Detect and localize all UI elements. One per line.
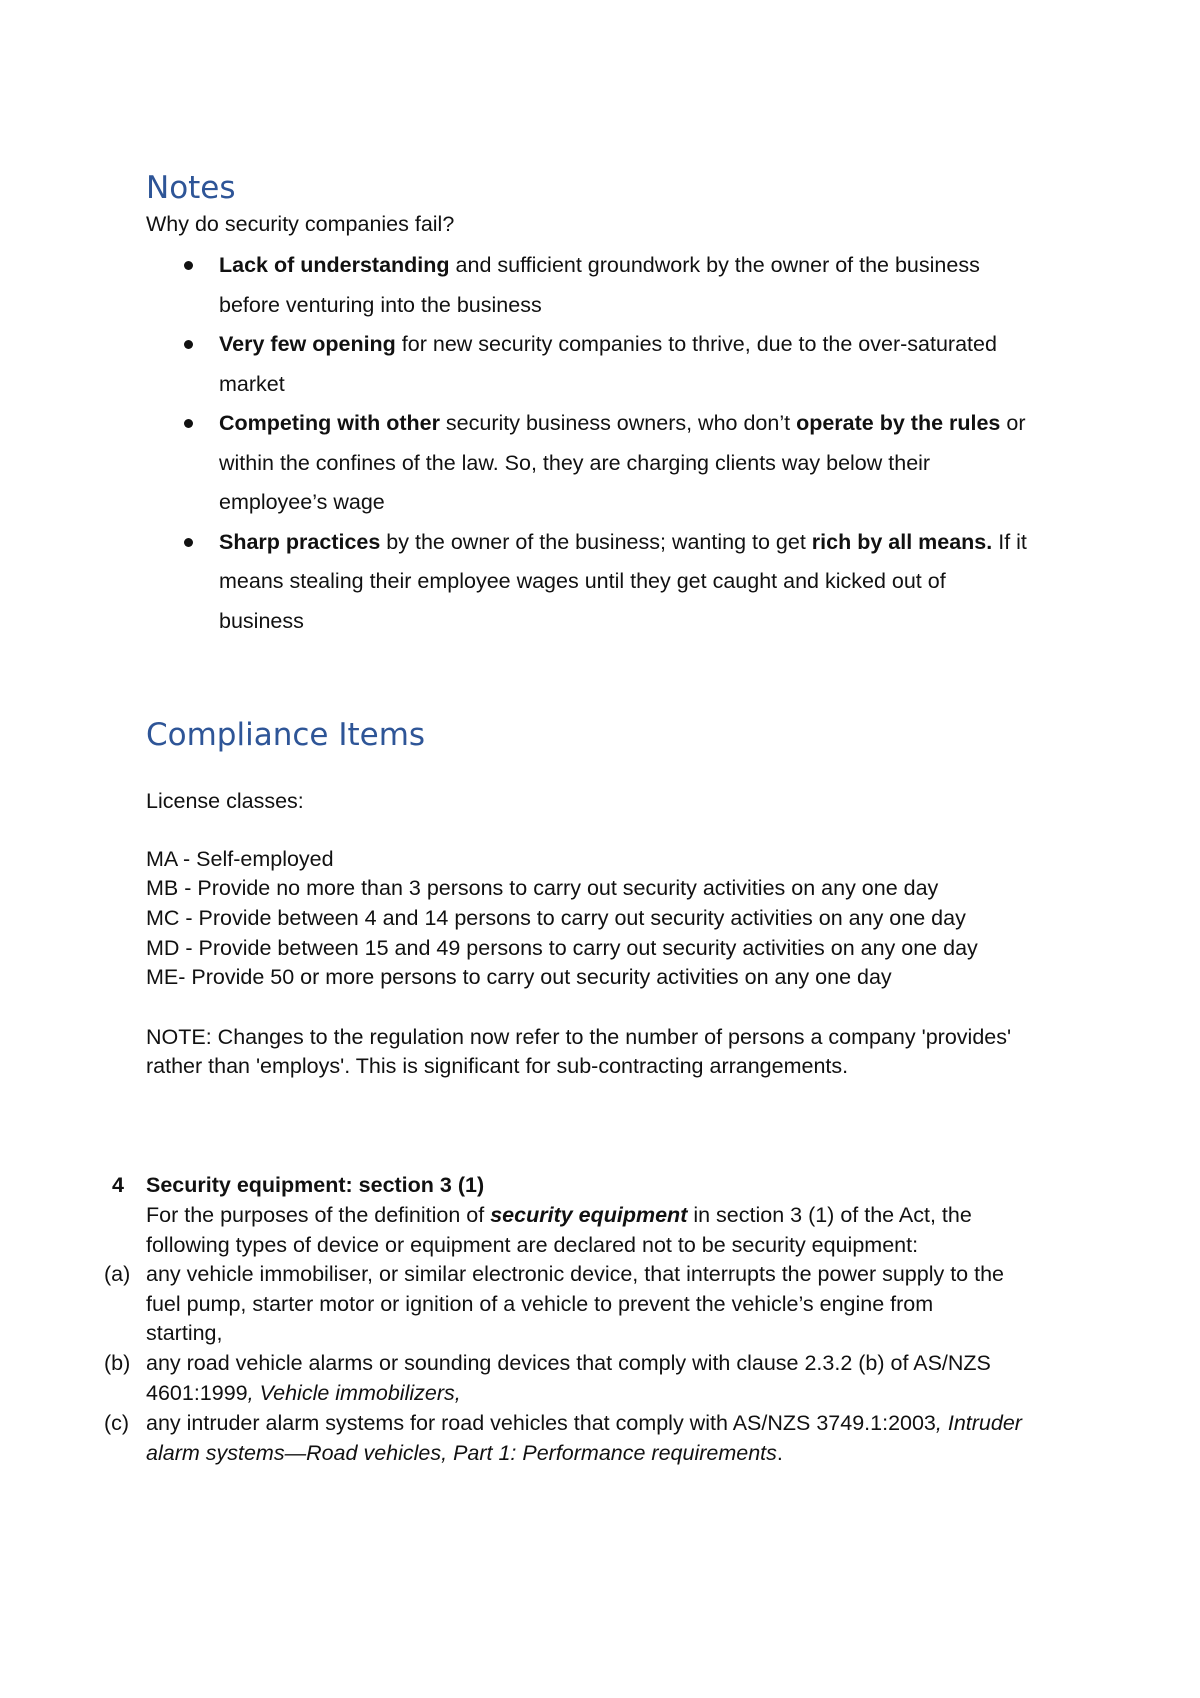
notes-question: Why do security companies fail? <box>146 212 455 236</box>
list-item <box>146 404 1076 523</box>
bullet-line: before venturing into the business <box>219 292 542 317</box>
compliance-heading: Compliance Items <box>146 717 426 753</box>
bullet-line <box>219 404 1076 444</box>
license-class-md: MD - Provide between 15 and 49 persons to carry out security activities on any one day <box>146 936 978 960</box>
bullet-line: means stealing their employee wages until they get caught and kicked out of <box>219 569 946 593</box>
text-run: If it <box>992 529 1027 554</box>
bullet-line <box>219 523 1076 563</box>
license-class-ma: MA - Self-employed <box>146 847 334 871</box>
item-label-b: (b) <box>104 1351 131 1375</box>
list-item <box>146 523 1076 642</box>
italic-title: , Vehicle immobilizers, <box>247 1380 461 1405</box>
regulation-note-line: NOTE: Changes to the regulation now refer to the number of persons a company 'provides' <box>146 1025 1012 1049</box>
italic-title: , Intruder <box>935 1411 1022 1435</box>
item-line <box>146 1439 1022 1469</box>
item-line <box>146 1409 1022 1439</box>
item-line: any road vehicle alarms or sounding devices that comply with clause 2.3.2 (b) of AS/NZS <box>146 1351 991 1375</box>
section-title: Security equipment: section 3 (1) <box>146 1173 485 1197</box>
regulation-note-line: rather than 'employs'. This is significant for sub-contracting arrangements. <box>146 1054 849 1078</box>
text-run: security business owners, who don’t <box>439 411 797 435</box>
item-line: any vehicle immobiliser, or similar electronic device, that interrupts the power supply to the <box>146 1262 1004 1286</box>
section-number: 4 <box>112 1173 124 1197</box>
text-run: . <box>776 1440 783 1465</box>
list-item <box>146 325 1076 404</box>
text-run: in section 3 (1) of the Act, the <box>687 1203 972 1227</box>
bullet-icon <box>184 340 193 349</box>
bullet-line: employee’s wage <box>219 490 385 514</box>
bullet-line: within the confines of the law. So, they are charging clients way below their <box>219 450 931 475</box>
bold-phrase: Very few opening <box>219 332 396 356</box>
item-line: fuel pump, starter motor or ignition of a vehicle to prevent the vehicle’s engine from <box>146 1291 934 1316</box>
item-c <box>146 1409 1022 1468</box>
item-b <box>146 1349 991 1408</box>
reasons-list <box>146 246 1076 641</box>
license-intro: License classes: <box>146 789 304 813</box>
text-run: by the owner of the business; wanting to get <box>380 529 812 554</box>
text-run: 4601:1999 <box>146 1380 248 1405</box>
italic-title: alarm systems—Road vehicles, Part 1: Performance requirements <box>146 1440 777 1465</box>
bold-phrase: Competing with other <box>219 411 440 435</box>
license-class-me: ME- Provide 50 or more persons to carry out security activities on any one day <box>146 965 892 989</box>
bullet-icon <box>184 419 193 428</box>
intro-line: following types of device or equipment are declared not to be security equipment: <box>146 1232 919 1257</box>
bullet-line: business <box>219 608 304 633</box>
text-run: or <box>1000 411 1026 435</box>
text-run: any intruder alarm systems for road vehicles that comply with AS/NZS 3749.1:2003 <box>146 1411 936 1435</box>
item-label-a: (a) <box>104 1262 131 1286</box>
defined-term: security equipment <box>490 1203 688 1227</box>
bullet-line <box>219 246 1076 286</box>
section-intro <box>146 1201 972 1260</box>
bullet-line <box>219 325 1076 365</box>
license-class-mb: MB - Provide no more than 3 persons to carry out security activities on any one day <box>146 876 939 900</box>
text-run: For the purposes of the definition of <box>146 1203 491 1227</box>
bullet-line: market <box>219 371 285 396</box>
text-run: for new security companies to thrive, due to the over-saturated <box>395 332 997 356</box>
bullet-icon <box>184 538 193 547</box>
bullet-icon <box>184 261 193 270</box>
item-line: starting, <box>146 1321 223 1346</box>
bold-phrase: Sharp practices <box>219 529 381 554</box>
notes-heading: Notes <box>146 170 236 206</box>
bold-phrase: rich by all means. <box>811 529 993 554</box>
item-label-c: (c) <box>104 1411 130 1435</box>
bold-phrase: Lack of understanding <box>219 253 450 277</box>
bold-phrase: operate by the rules <box>796 411 1001 435</box>
item-line <box>146 1379 991 1409</box>
list-item <box>146 246 1076 325</box>
item-a <box>146 1260 1004 1349</box>
license-class-mc: MC - Provide between 4 and 14 persons to carry out security activities on any one day <box>146 906 966 930</box>
intro-line <box>146 1201 972 1231</box>
text-run: and sufficient groundwork by the owner of the business <box>449 253 980 277</box>
